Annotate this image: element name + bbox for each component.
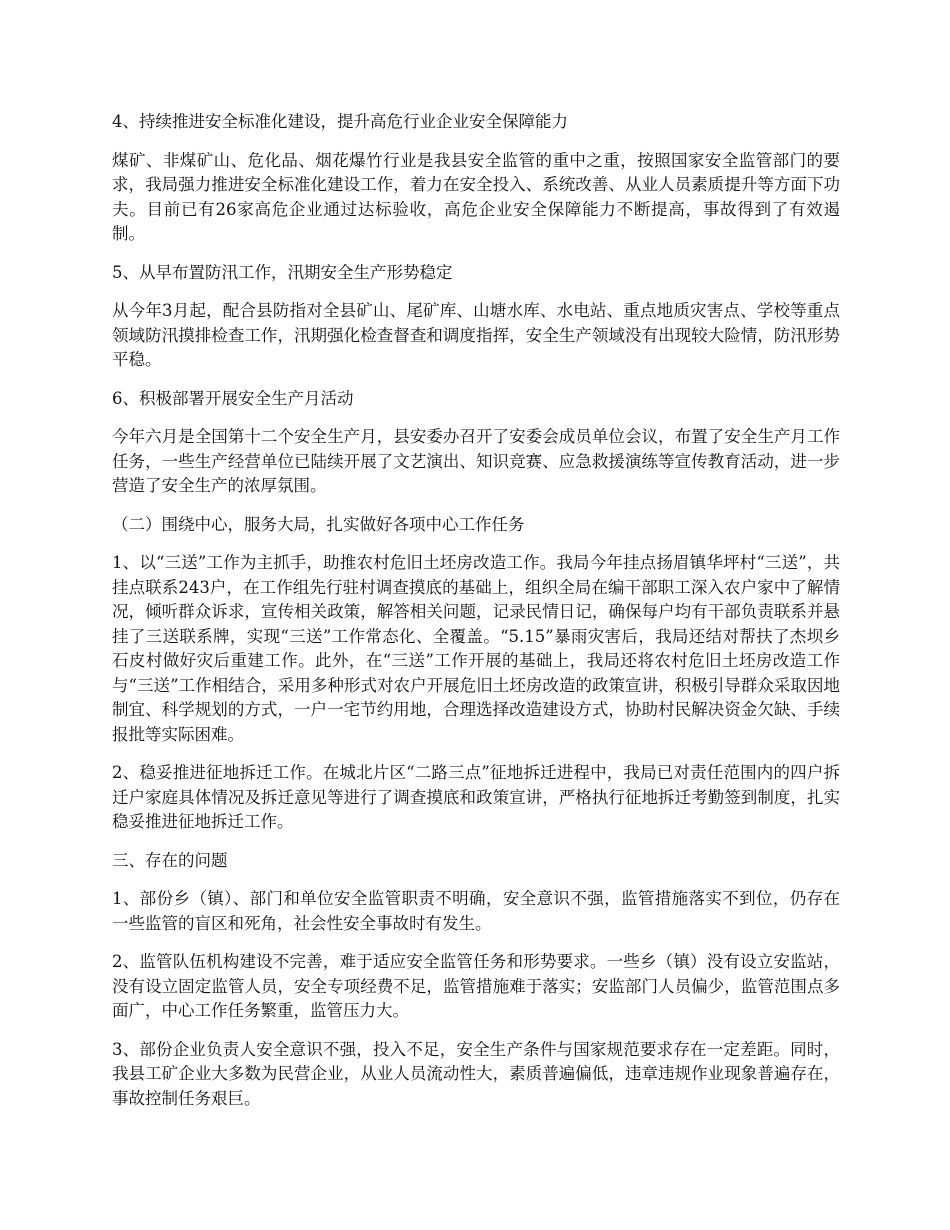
paragraph-safety-month: 今年六月是全国第十二个安全生产月，县安委办召开了安委会成员单位会议，布置了安全生产月工作任务，一些生产经营单位已陆续开展了文艺演出、知识竞赛、应急救援演练等宣传教育活动，进一步营造了安全生产的浓厚氛围。: [112, 427, 840, 495]
paragraph-standardization: 煤矿、非煤矿山、危化品、烟花爆竹行业是我县安全监管的重中之重，按照国家安全监管部门的要求，我局强力推进安全标准化建设工作，着力在安全投入、系统改善、从业人员素质提升等方面下功夫。目前已有26家高危企业通过达标验收，高危企业安全保障能力不断提高，事故得到了有效遏制。: [112, 150, 840, 243]
section-heading-3: 三、存在的问题: [112, 850, 228, 870]
section-heading-2: （二）围绕中心，服务大局，扎实做好各项中心工作任务: [112, 514, 525, 534]
heading-item-5: 5、从早布置防汛工作，汛期安全生产形势稳定: [112, 262, 453, 282]
problem-item-1: 1、部份乡（镇）、部门和单位安全监管职责不明确，安全意识不强，监管措施落实不到位，仍存在一些监管的盲区和死角，社会性安全事故时有发生。: [112, 889, 840, 933]
paragraph-land-acquisition: 2、稳妥推进征地拆迁工作。在城北片区“二路三点”征地拆迁进程中，我局已对责任范围内的四户拆迁户家庭具体情况及拆迁意见等进行了调查摸底和政策宣讲，严格执行征地拆迁考勤签到制度，扎实稳妥推进征地拆迁工作。: [112, 763, 840, 831]
heading-item-4: 4、持续推进安全标准化建设，提升高危行业企业安全保障能力: [112, 112, 568, 131]
heading-item-6: 6、积极部署开展安全生产月活动: [112, 388, 354, 408]
document-page: [112, 110, 840, 1125]
problem-item-2: 2、监管队伍机构建设不完善，难于适应安全监管任务和形势要求。一些乡（镇）没有设立安监站，没有设立固定监管人员，安全专项经费不足，监管措施难于落实；安监部门人员偏少，监管范围点多面广，中心工作任务繁重，监管压力大。: [112, 952, 840, 1020]
paragraph-flood-control: 从今年3月起，配合县防指对全县矿山、尾矿库、山塘水库、水电站、重点地质灾害点、学校等重点领域防汛摸排检查工作，汛期强化检查督查和调度指挥，安全生产领域没有出现较大险情，防汛形势平稳。: [112, 301, 840, 369]
problem-item-3: 3、部份企业负责人安全意识不强，投入不足，安全生产条件与国家规范要求存在一定差距。同时，我县工矿企业大多数为民营企业，从业人员流动性大，素质普遍偏低，违章违规作业现象普遍存在，事故控制任务艰巨。: [112, 1039, 840, 1108]
paragraph-three-sends: 1、以“三送”工作为主抓手，助推农村危旧土坯房改造工作。我局今年挂点扬眉镇华坪村“三送”，共挂点联系243户，在工作组先行驻村调查摸底的基础上，组织全局在编干部职工深入农户家中了解情况，倾听群众诉求，宣传相关政策，解答相关问题，记录民情日记，确保每户均有干部负责联系并悬挂了三送联系牌，实现“三送”工作常态化、全覆盖。“5.15”暴雨灾害后，我局还结对帮扶了杰坝乡石皮村做好灾后重建工作。此外，在“三送”工作开展的基础上，我局还将农村危旧土坯房改造工作与“三送”工作相结合，采用多种形式对农户开展危旧土坯房改造的政策宣讲，积极引导群众采取因地制宜、科学规划的方式，一户一宅节约用地，合理选择改造建设方式，协助村民解决资金欠缺、手续报批等实际困难。: [112, 553, 840, 744]
